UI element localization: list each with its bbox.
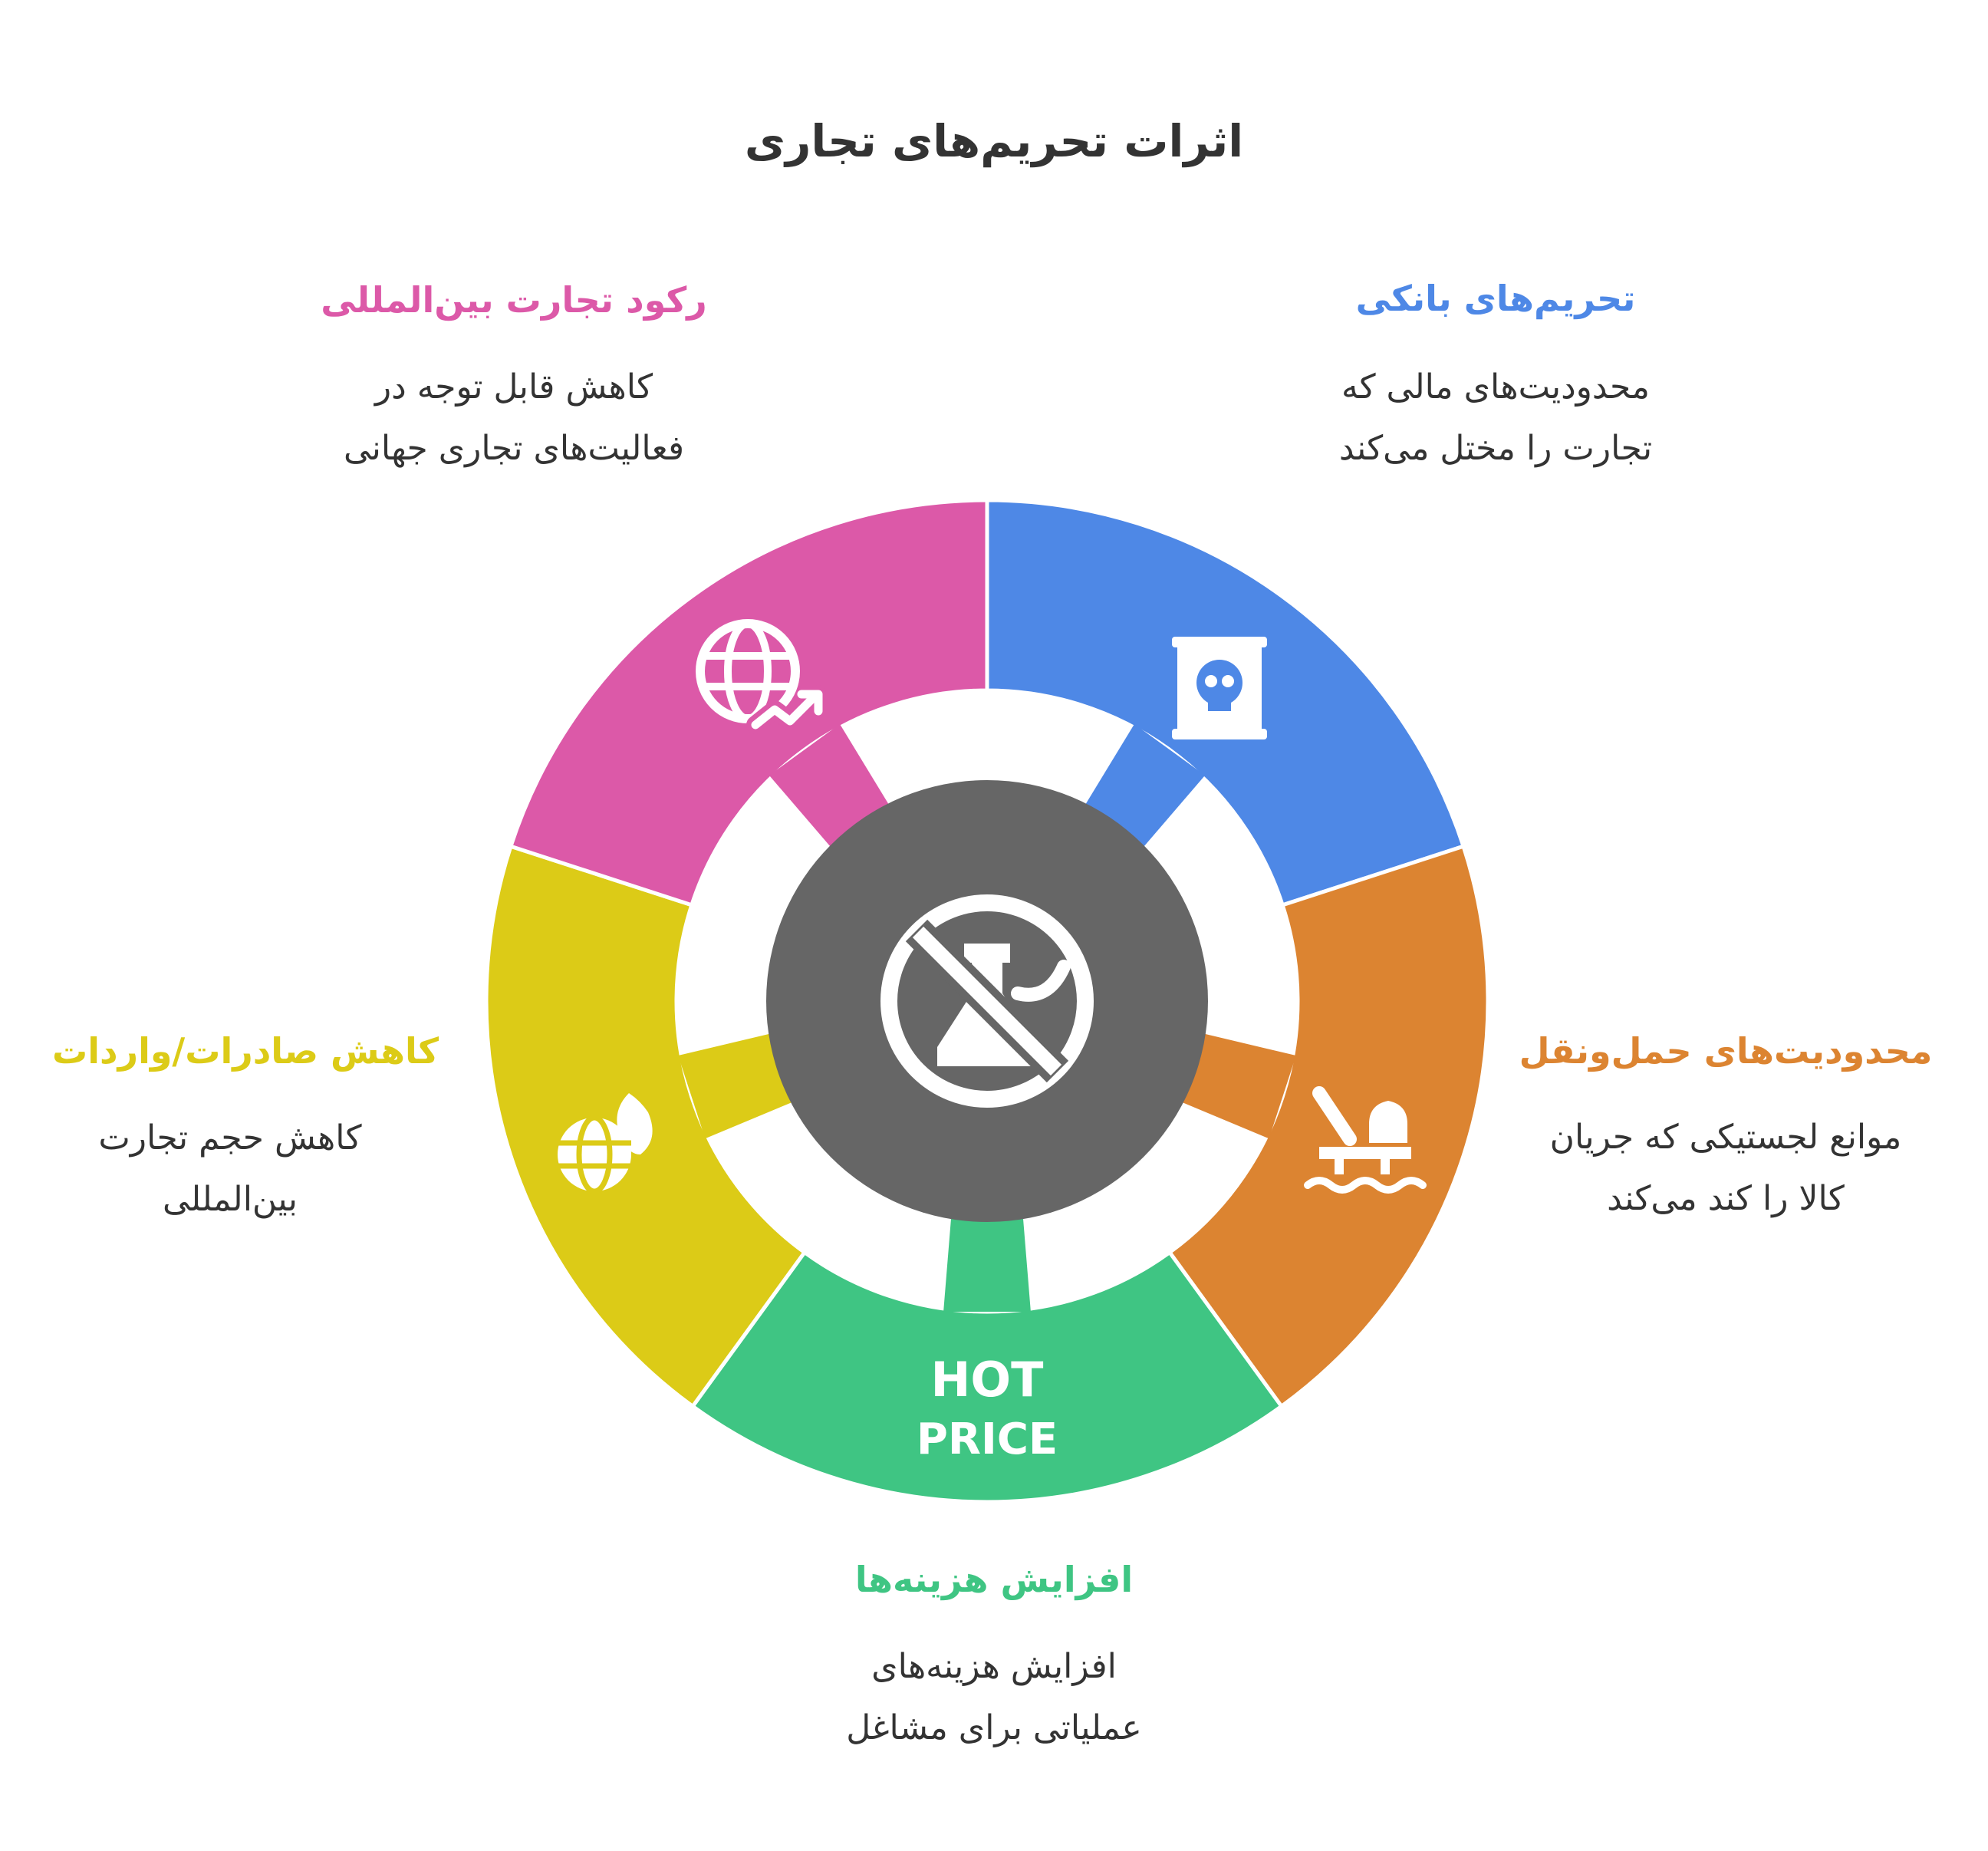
banking-description: محدودیت‌های مالی که تجارت را مختل می‌کند (1338, 367, 1653, 468)
skull-barrel-icon (1172, 637, 1267, 739)
banking-heading: تحریم‌های بانکی (1355, 278, 1636, 319)
exports-heading: کاهش صادرات/واردات (51, 1030, 439, 1072)
costs-connector (943, 1214, 1031, 1312)
stagnation-heading: رکود تجارت بین‌المللی (321, 279, 707, 321)
hot-label: HOT (930, 1352, 1044, 1408)
transport-description: موانع لجستیکی که جریان کالا را کند می‌کند (1549, 1118, 1902, 1218)
exports-description: کاهش حجم تجارت بین‌المللی (98, 1118, 362, 1219)
transport-heading: محدودیت‌های حمل‌ونقل (1519, 1030, 1933, 1072)
stagnation-description: کاهش قابل توجه در فعالیت‌های تجاری جهانی (343, 367, 685, 468)
costs-description: افزایش هزینه‌های عملیاتی برای مشاغل (846, 1647, 1142, 1747)
diagram-title: اثرات تحریم‌های تجاری (744, 115, 1244, 167)
price-label: PRICE (916, 1415, 1058, 1464)
costs-heading: افزایش هزینه‌ها (854, 1559, 1134, 1600)
